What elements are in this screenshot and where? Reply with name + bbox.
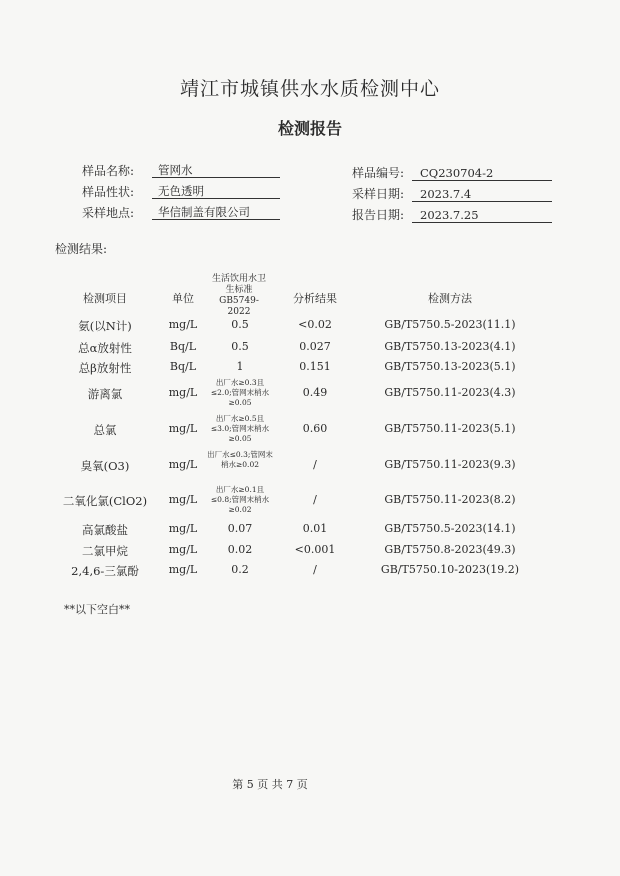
cell-item: 臭氧(O3) [80, 459, 130, 473]
header-unit: 单位 [172, 292, 194, 305]
cell-item: 总β放射性 [78, 361, 132, 375]
cell-method: GB/T5750.11-2023(4.3) [384, 386, 516, 399]
cell-result: 0.151 [299, 360, 331, 373]
cell-unit: mg/L [168, 493, 198, 506]
cell-item: 氨(以N计) [78, 319, 132, 333]
cell-item: 总α放射性 [78, 341, 132, 355]
cell-method: GB/T5750.11-2023(9.3) [384, 458, 516, 471]
cell-method: GB/T5750.8-2023(49.3) [384, 543, 516, 556]
cell-item: 二氯甲烷 [82, 544, 128, 558]
sampling-site-label: 采样地点: [82, 206, 135, 220]
cell-result: <0.02 [298, 318, 332, 331]
sample-name-underline [152, 177, 280, 178]
cell-standard: 0.07 [227, 522, 253, 535]
cell-unit: Bq/L [169, 360, 197, 373]
sample-nature-underline [152, 198, 280, 199]
sample-name-value: 管网水 [158, 163, 193, 177]
results-label: 检测结果: [55, 242, 108, 256]
cell-standard: 0.5 [231, 318, 249, 331]
cell-unit: Bq/L [169, 340, 197, 353]
cell-unit: mg/L [168, 318, 198, 331]
header-method: 检测方法 [428, 292, 472, 305]
sampling-date-label: 采样日期: [352, 187, 405, 201]
header-result: 分析结果 [293, 292, 337, 305]
cell-standard: 出厂水≥0.5且≤3.0;管网末梢水≥0.05 [210, 414, 270, 443]
cell-item: 游离氯 [87, 387, 123, 401]
cell-unit: mg/L [168, 422, 198, 435]
cell-unit: mg/L [168, 522, 198, 535]
sample-no-underline [412, 180, 552, 181]
report-date-label: 报告日期: [352, 208, 405, 222]
cell-standard: 出厂水≥0.1且≤0.8;管网末梢水≥0.02 [210, 485, 270, 514]
org-title: 靖江市城镇供水水质检测中心 [179, 78, 440, 100]
cell-method: GB/T5750.13-2023(5.1) [384, 360, 516, 373]
sampling-date-underline [412, 201, 552, 202]
sampling-site-underline [152, 219, 280, 220]
end-note: **以下空白** [64, 603, 130, 616]
cell-result: 0.60 [302, 422, 328, 435]
cell-unit: mg/L [168, 386, 198, 399]
sampling-date-value: 2023.7.4 [420, 187, 472, 201]
report-date-value: 2023.7.25 [420, 208, 479, 222]
cell-result: 0.49 [302, 386, 328, 399]
cell-item: 高氯酸盐 [82, 523, 128, 537]
cell-standard: 0.5 [231, 340, 249, 353]
sampling-site-value: 华信制盖有限公司 [158, 205, 250, 219]
cell-result: / [313, 493, 317, 506]
cell-method: GB/T5750.11-2023(5.1) [384, 422, 516, 435]
cell-method: GB/T5750.5-2023(11.1) [384, 318, 516, 331]
cell-result: 0.027 [299, 340, 331, 353]
cell-item: 2,4,6-三氯酚 [71, 564, 139, 578]
cell-item: 二氧化氯(ClO2) [62, 494, 148, 508]
sample-name-label: 样品名称: [82, 164, 135, 178]
page-number: 第 5 页 共 7 页 [232, 778, 308, 791]
cell-standard: 出厂水≥0.3且≤2.0;管网末梢水≥0.05 [210, 378, 270, 407]
cell-standard: 出厂水≤0.3;管网末梢水≥0.02 [207, 450, 273, 469]
cell-standard: 1 [236, 360, 244, 373]
report-title: 检测报告 [277, 119, 342, 138]
sample-no-value: CQ230704-2 [420, 166, 494, 180]
cell-result: / [313, 458, 317, 471]
cell-result: / [313, 563, 317, 576]
sample-nature-value: 无色透明 [158, 184, 204, 198]
sample-nature-label: 样品性状: [82, 185, 135, 199]
cell-unit: mg/L [168, 563, 198, 576]
header-standard: 生活饮用水卫生标准GB5749-2022 [211, 274, 266, 317]
cell-item: 总氯 [93, 423, 117, 437]
cell-method: GB/T5750.11-2023(8.2) [384, 493, 516, 506]
sample-no-label: 样品编号: [352, 166, 405, 180]
cell-unit: mg/L [168, 458, 198, 471]
cell-result: <0.001 [294, 543, 336, 556]
cell-method: GB/T5750.5-2023(14.1) [384, 522, 516, 535]
cell-method: GB/T5750.13-2023(4.1) [384, 340, 516, 353]
cell-unit: mg/L [168, 543, 198, 556]
header-item: 检测项目 [83, 292, 127, 305]
cell-method: GB/T5750.10-2023(19.2) [380, 563, 520, 576]
report-date-underline [412, 222, 552, 223]
cell-standard: 0.2 [231, 563, 249, 576]
cell-standard: 0.02 [227, 543, 253, 556]
cell-result: 0.01 [302, 522, 328, 535]
